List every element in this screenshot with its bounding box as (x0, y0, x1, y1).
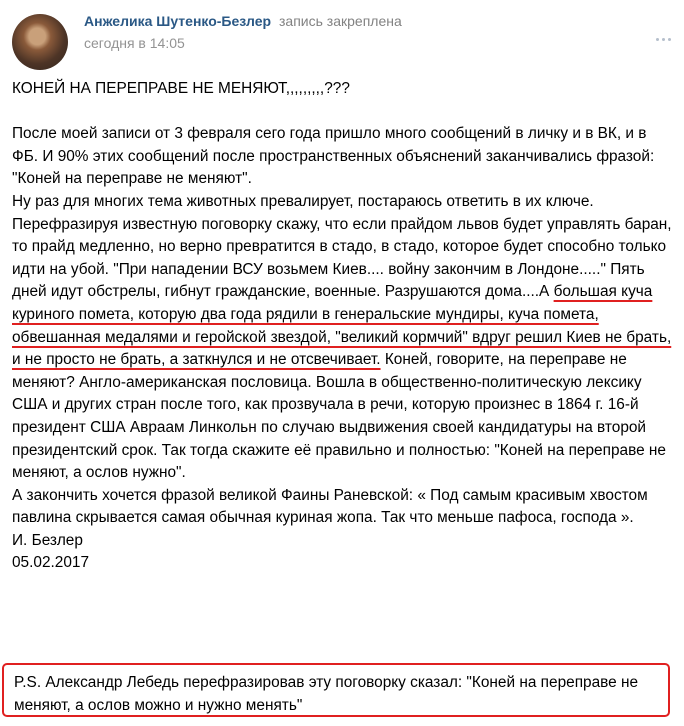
red-underlined-text: большая куча куриного помета, которую два года рядили в генеральские мундиры, куча помета, обвешанная медалями и геройской звездой, "великий кормчий" вдруг решил Киев не брать, и не просто не брать, а заткнулся и не отсвечивает. (12, 283, 672, 369)
post-paragraph-3: А закончить хочется фразой великой Фаины Раневской: « Под самым красивым хвостом павлина скрывается самая обычная куриная жопа. Так что меньше пафоса, господа ». (12, 486, 648, 527)
avatar[interactable] (12, 14, 68, 70)
post-paragraph-1: После моей записи от 3 февраля сего года пришло много сообщений в личку и в ВК, и в ФБ. И 90% этих сообщений после пространственных объяснений заканчивались фразой: "Коней на переправе не меняют". (12, 125, 655, 188)
pinned-label: запись закреплена (279, 13, 402, 29)
post-paragraph-2 (12, 191, 676, 485)
ps-text: P.S. Александр Лебедь перефразировав эту поговорку сказал: "Коней на переправе не меняют, а ослов можно и нужно менять" (14, 674, 639, 714)
author-line (84, 13, 402, 29)
paragraph-2-continuation: Коней, говорите, на переправе не меняют? Англо-американская пословица. Вошла в общественно-политическую лексику США и других стран после того, как прозвучала в речи, которую произнес в 1864 г. 16-й президент США Авраам Линкольн по случаю выдвижения своей кандидатуры на второй президентский срок. Так тогда скажите её правильно и полностью: "Коней на переправе не меняют, а ослов нужно". (12, 351, 666, 482)
post-signature: И. Безлер (12, 531, 83, 549)
post-body (12, 78, 676, 575)
post-timestamp[interactable]: сегодня в 14:05 (84, 35, 185, 51)
post-title: КОНЕЙ НА ПЕРЕПРАВЕ НЕ МЕНЯЮТ,,,,,,,,,??? (12, 80, 350, 97)
author-name-link[interactable]: Анжелика Шутенко-Безлер (84, 13, 272, 29)
more-options-icon[interactable] (656, 35, 674, 43)
post-header (0, 0, 684, 64)
ps-highlight-box (2, 663, 670, 717)
paragraph-2-intro: Ну раз для многих тема животных превалирует, постараюсь ответить в их ключе. Перефразируя известную поговорку скажу, что если прайдом львов будет управлять баран, то прайд медленно, но верно превратится в стадо, в стадо, которое будет способно только идти на убой. "При нападении ВСУ возьмем Киев.... войну закончим в Лондоне....." Пять дней идут обстрелы, гибнут гражданские, военные. Разрушаются дома....А (12, 192, 672, 301)
post-date: 05.02.2017 (12, 554, 90, 572)
